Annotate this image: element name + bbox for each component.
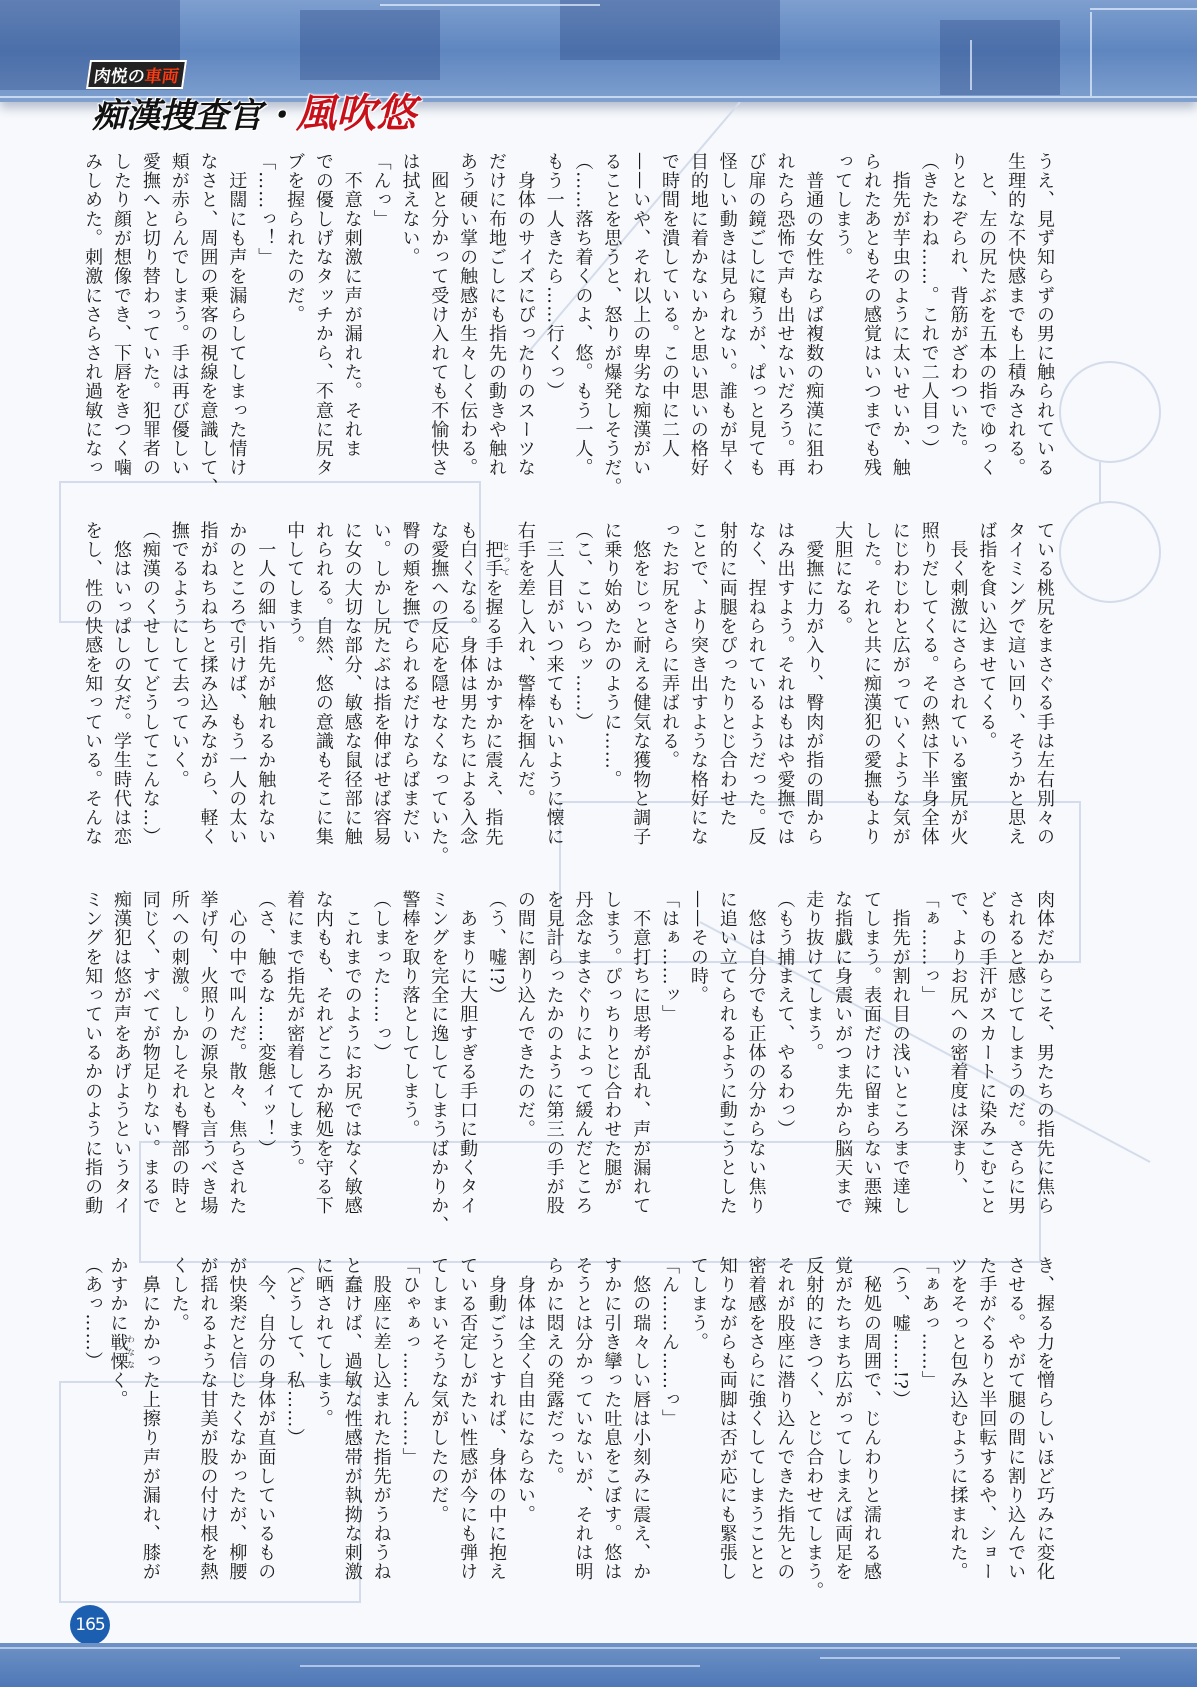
text-column: 不意打ちに思考が乱れ、声が漏れて xyxy=(630,890,652,1216)
ruby-annotation: 把手とって xyxy=(482,540,511,579)
text-column: の間に割り込んできたのだ。 xyxy=(514,890,536,1139)
text-column: ——その時。 xyxy=(687,890,709,1005)
text-column: どもの手汗がスカートに染みこむこと xyxy=(976,890,998,1216)
text-column: かのところで引けば、もう一人の太い xyxy=(226,521,248,847)
text-column: 指がねちねちと揉み込みながら、軽く xyxy=(197,521,219,847)
text-column: ることを思うと、怒りが爆発しそうだ。 xyxy=(601,152,623,497)
text-column: も白くなる。身体は男たちによる入念 xyxy=(457,521,479,847)
logo-title: 痴漢捜査官・風吹悠 xyxy=(92,90,416,137)
text-column: と蠢けば、過敏な性感帯が執拗な刺激 xyxy=(341,1256,363,1582)
text-tier-1 xyxy=(76,152,1058,497)
text-column: 怪しい動きは見られない。誰もが早く xyxy=(716,152,738,478)
text-column: と、左の尻たぶを五本の指でゆっく xyxy=(976,152,998,478)
text-column: 撫でるようにして去っていく。 xyxy=(168,521,190,790)
footer-banner xyxy=(0,1643,1197,1687)
text-column: 三人目がいつ来てもいいように懐に xyxy=(543,521,565,847)
text-column: ——いや、それ以上の卑劣な痴漢がい xyxy=(630,152,652,478)
text-column: 長く刺激にさらされている蜜尻が火 xyxy=(947,521,969,847)
text-column: 頬が赤らんでしまう。手は再び優しい xyxy=(168,152,190,478)
text-column: みしめた。刺激にさらされ過敏になっ xyxy=(82,152,104,478)
text-column: 不意な刺激に声が漏れた。それま xyxy=(341,152,363,459)
text-column: （こ、こいつらッ……） xyxy=(572,521,594,732)
text-column: が揺れるような甘美が股の付け根を熱 xyxy=(197,1256,219,1582)
text-column: 目的地に着かないかと思い思いの格好 xyxy=(687,152,709,478)
text-column: されると感じてしまうのだ。さらに男 xyxy=(1005,890,1027,1216)
text-column: らかに悶えの発露だった。 xyxy=(543,1256,565,1486)
text-column: 股座に差し込まれた指先がうねうね xyxy=(370,1256,392,1582)
ruby-annotation: 戦慄わなな xyxy=(107,1332,136,1371)
text-column: したり顔が想像でき、下唇をきつく噛 xyxy=(111,152,132,478)
text-column: しまう。ぴっちりとじ合わせた腿が xyxy=(601,890,623,1197)
text-column: てしまう。 xyxy=(687,1256,709,1352)
text-column: 悠をじっと耐える健気な獲物と調子 xyxy=(630,521,652,847)
text-column: 大胆になる。 xyxy=(832,521,854,636)
text-column: 「ぁあっ……」 xyxy=(918,1256,940,1391)
text-column: な内もも、それどころか秘処を守る下 xyxy=(312,890,334,1216)
text-column: 射的に両腿をぴったりとじ合わせた xyxy=(716,521,738,828)
text-column: 「ぁ……っ」 xyxy=(918,890,940,1005)
text-column: した。それと共に痴漢犯の愛撫もより xyxy=(860,521,882,847)
text-column: にじわじわと広がっていくような気が xyxy=(889,521,911,847)
text-column: うえ、見ず知らずの男に触られている xyxy=(1034,152,1055,478)
text-column: られたあともその感覚はいつまでも残 xyxy=(860,152,882,478)
text-column: ば指を食い込ませてくる。 xyxy=(976,521,998,751)
text-column: （もう捕まえて、やるわっ） xyxy=(774,890,796,1139)
text-column: させる。やがて腿の間に割り込んでい xyxy=(1005,1256,1027,1582)
text-column: 右手を差し入れ、警棒を掴んだ。 xyxy=(514,521,536,809)
text-column: 愛撫へと切り替わっていた。犯罪者の xyxy=(139,152,161,478)
text-column: ことで、より突き出すような格好にな xyxy=(687,521,709,847)
text-column: 丹念なまさぐりによって緩んだところ xyxy=(572,890,594,1216)
text-column: に追い立てられるように動こうとした xyxy=(716,890,738,1216)
text-column: 迂闊にも声を漏らしてしまった情け xyxy=(226,152,248,478)
text-column: き、握る力を憎らしいほど巧みに変化 xyxy=(1034,1256,1055,1582)
text-column: 身体は全く自由にならない。 xyxy=(514,1256,536,1525)
text-tier-2 xyxy=(76,521,1058,866)
text-column: ミングを知っているかのように指の動 xyxy=(82,890,104,1216)
text-column: 一人の細い指先が触れるか触れない xyxy=(255,521,277,847)
text-column: てしまう。表面だけに留まらない悪辣 xyxy=(860,890,882,1216)
text-column: 「はぁ……ッ」 xyxy=(659,890,681,1025)
text-column: 心の中で叫んだ。散々、焦らされた xyxy=(226,890,248,1216)
text-column: 中してしまう。 xyxy=(284,521,306,656)
text-column: 「ひゃぁっ……ん……」 xyxy=(399,1256,421,1467)
text-tier-3 xyxy=(76,890,1058,1235)
text-column: で、よりお尻への密着度は深まり、 xyxy=(947,890,969,1197)
text-column: 把手とってを握る手はかすかに震え、指先 xyxy=(482,540,511,847)
text-column: れられる。自然、悠の意識もそこに集 xyxy=(312,521,334,847)
text-column: 鼻にかかった上擦り声が漏れ、膝が xyxy=(139,1256,161,1582)
text-column: あう硬い掌の触感が生々しく伝わる。 xyxy=(457,152,479,478)
text-column: くした。 xyxy=(168,1256,190,1333)
text-column: 同じく、すべてが物足りない。まるで xyxy=(139,890,161,1216)
text-column: （う、嘘……!?） xyxy=(889,1256,911,1410)
text-column: ツをそっと包み込むように揉まれた。 xyxy=(947,1256,969,1582)
text-column: ミングを完全に逸してしまうばかりか、 xyxy=(428,890,450,1235)
text-column: 身動ごうとすれば、身体の中に抱え xyxy=(485,1256,507,1582)
text-column: それが股座に潜り込んできた指先との xyxy=(774,1256,796,1582)
text-column: りとなぞられ、背筋がざわついた。 xyxy=(947,152,969,459)
text-column: 臀の頬を撫でられるだけならばまだい xyxy=(399,521,421,847)
text-column: 普通の女性ならば複数の痴漢に狙わ xyxy=(803,152,825,478)
text-column: ったお尻をさらに弄ばれる。 xyxy=(659,521,681,770)
text-column: に晒されてしまう。 xyxy=(312,1256,334,1429)
text-column: だけに布地ごしにも指先の動きや触れ xyxy=(485,152,507,478)
text-column: 警棒を取り落としてしまう。 xyxy=(399,890,421,1139)
text-column: （痴漢のくせしてどうしてこんな…） xyxy=(139,521,161,847)
text-tier-4 xyxy=(76,1256,1058,1601)
text-column: 悠は自分でも正体の分からない焦り xyxy=(745,890,767,1216)
text-column: もう一人きたら……行くっ） xyxy=(543,152,565,401)
text-column: 「ん……ん……っ」 xyxy=(659,1256,681,1429)
text-column: 所への刺激。しかしそれも臀部の時と xyxy=(168,890,190,1216)
text-column: 着にまで指先が密着してしまう。 xyxy=(284,890,306,1178)
text-column: に女の大切な部分、敏感な鼠径部に触 xyxy=(341,521,363,847)
text-column: 悠はいっぱしの女だ。学生時代は恋 xyxy=(111,521,132,847)
text-column: を見計らったかのように第三の手が股 xyxy=(543,890,565,1216)
text-column: てしまいそうな気がしたのだ。 xyxy=(428,1256,450,1525)
text-column: 知りながらも両脚は否が応にも緊張し xyxy=(716,1256,738,1582)
text-column: 身体のサイズにぴったりのスーツな xyxy=(514,152,536,478)
text-column: はみ出すよう。それはもはや愛撫では xyxy=(774,521,796,847)
text-column: かすかに戦慄わななく。 xyxy=(107,1256,136,1410)
text-column: 覚がたちまち広がってしまえば両足を xyxy=(832,1256,854,1582)
text-column: 今、自分の身体が直面しているもの xyxy=(255,1256,277,1582)
text-column: 悠の瑞々しい唇は小刻みに震え、か xyxy=(630,1256,652,1582)
text-column: なく、捏ねられているようだった。反 xyxy=(745,521,767,847)
text-column: ている桃尻をまさぐる手は左右別々の xyxy=(1034,521,1055,847)
logo-subtitle: 肉悦の車両 xyxy=(86,60,187,89)
text-column: 指先が割れ目の浅いところまで達し xyxy=(889,890,911,1216)
page-number-badge: 165 xyxy=(70,1605,110,1645)
text-column: た手がぐるりと半回転するや、ショー xyxy=(976,1256,998,1582)
text-column: （あっ……） xyxy=(82,1256,104,1371)
text-column: 「……っ！」 xyxy=(255,152,277,267)
text-column: 痴漢犯は悠が声をあげようというタイ xyxy=(111,890,132,1216)
text-column: 囮と分かって受け入れても不愉快さ xyxy=(428,152,450,478)
text-column: （……落ち着くのよ、悠。もう一人。 xyxy=(572,152,594,478)
text-column: 愛撫に力が入り、臀肉が指の間から xyxy=(803,521,825,847)
text-column: （どうして、私……） xyxy=(284,1256,306,1448)
text-column: （きたわね……。これで二人目っ） xyxy=(918,152,940,459)
text-column: 指先が芋虫のように太いせいか、触 xyxy=(889,152,911,478)
text-column: あまりに大胆すぎる手口に動くタイ xyxy=(457,890,479,1216)
text-column: 密着感をさらに強くしてしまうことと xyxy=(745,1256,767,1582)
text-column: （しまった……っ） xyxy=(370,890,392,1063)
text-column: これまでのようにお尻ではなく敏感 xyxy=(341,890,363,1216)
text-column: 反射的にきつく、とじ合わせてしまう。 xyxy=(803,1256,825,1601)
text-column: が快楽だと信じたくなかったが、柳腰 xyxy=(226,1256,248,1582)
text-column: なさと、周囲の乗客の視線を意識して、 xyxy=(197,152,219,497)
text-column: は拭えない。 xyxy=(399,152,421,267)
text-column: 生理的な不快感までも上積みされる。 xyxy=(1005,152,1027,478)
text-column: い。しかし尻たぶは指を伸ばせば容易 xyxy=(370,521,392,847)
text-column: な愛撫への反応を隠せなくなっていた。 xyxy=(428,521,450,866)
text-column: 挙げ句、火照りの源泉とも言うべき場 xyxy=(197,890,219,1216)
text-column: 走り抜けてしまう。 xyxy=(803,890,825,1063)
text-column: に乗り始めたかのように……。 xyxy=(601,521,623,790)
text-column: 肉体だからこそ、男たちの指先に焦ら xyxy=(1034,890,1055,1216)
text-column: タイミングで這い回り、そうかと思え xyxy=(1005,521,1027,847)
text-column: な指戯に身震いがつま先から脳天まで xyxy=(832,890,854,1216)
text-column: で時間を潰している。この中に二人 xyxy=(659,152,681,459)
text-column: すかに引き攣った吐息をこぼす。悠は xyxy=(601,1256,623,1582)
text-column: ている否定しがたい性感が今にも弾け xyxy=(457,1256,479,1582)
text-column: 「んっ」 xyxy=(370,152,392,229)
text-column: そうとは分かっていないが、それは明 xyxy=(572,1256,594,1582)
text-column: 秘処の周囲で、じんわりと濡れる感 xyxy=(860,1256,882,1582)
text-column: （う、嘘!?） xyxy=(485,890,507,1005)
text-column: 照りだしてくる。その熱は下半身全体 xyxy=(918,521,940,847)
text-column: ってしまう。 xyxy=(832,152,854,267)
text-column: び扉の鏡ごしに窺うが、ぱっと見ても xyxy=(745,152,767,478)
text-column: （さ、触るな……変態ィッ！） xyxy=(255,890,277,1159)
text-column: れたら恐怖で声も出せないだろう。再 xyxy=(774,152,796,478)
text-column: ブを握られたのだ。 xyxy=(284,152,306,325)
text-column: をし、性の快感を知っている。そんな xyxy=(82,521,104,847)
text-column: での優しげなタッチから、不意に尻タ xyxy=(312,152,334,478)
